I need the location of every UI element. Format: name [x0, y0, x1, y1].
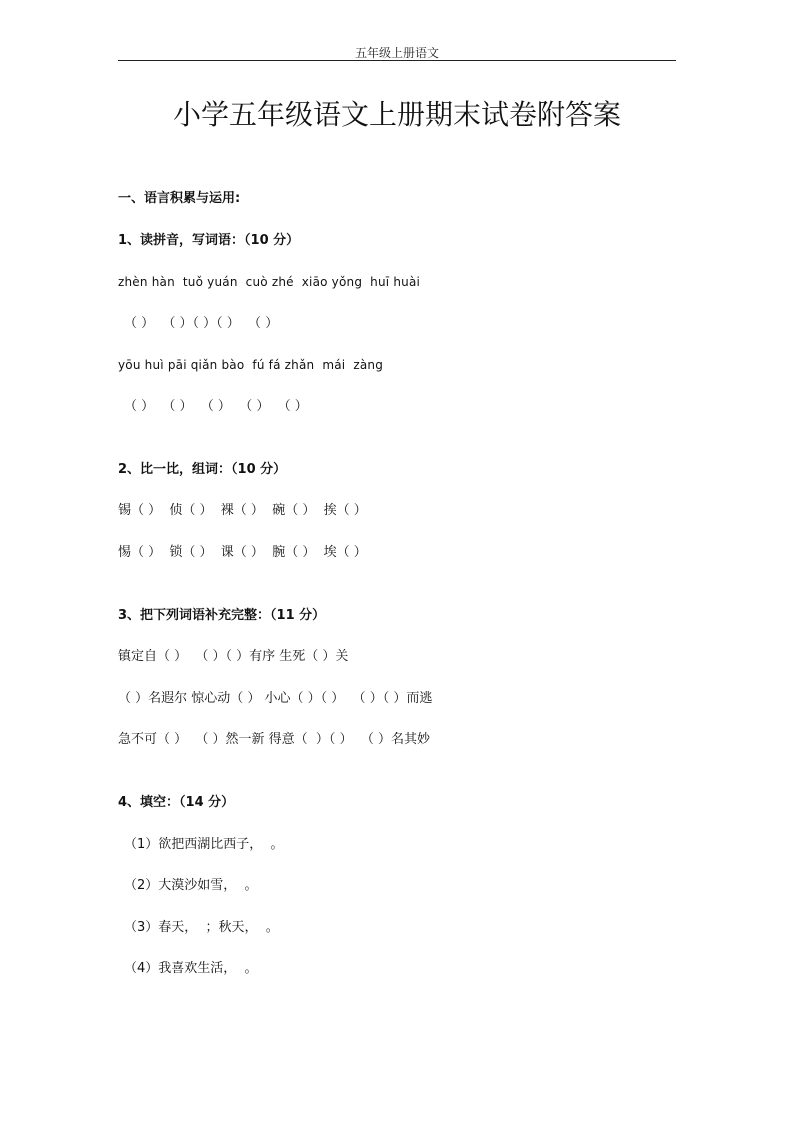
question-4-heading: 4、填空：（14 分）: [118, 795, 235, 810]
idiom-row-3: 急不可（ ） （ ）然一新 得意（ ）（ ） （ ）名其妙: [118, 732, 430, 747]
running-header: 五年级上册语文: [354, 46, 439, 60]
compare-words-row-1: 锡（ ） 侦（ ） 裸（ ） 碗（ ） 挨（ ）: [118, 503, 367, 518]
question-2-heading: 2、比一比，组词：（10 分）: [118, 462, 287, 477]
answer-blanks-line-2: （ ） （ ） （ ） （ ） （ ）: [124, 399, 308, 414]
header-rule: [118, 60, 676, 61]
page-title: 小学五年级语文上册期末试卷附答案: [172, 98, 621, 131]
pinyin-line-1: zhèn hàn tuǒ yuán cuò zhé xiāo yǒng huī huài: [118, 275, 421, 289]
question-1-heading: 1、读拼音，写词语：（10 分）: [118, 233, 300, 248]
fill-blank-item-4: （4）我喜欢生活， 。: [124, 961, 258, 976]
fill-blank-item-3: （3）春天， ；秋天， 。: [124, 920, 279, 935]
idiom-row-2: （ ）名遐尔 惊心动（ ） 小心（ ）（ ） （ ）（ ）而逃: [118, 691, 433, 706]
compare-words-row-2: 惕（ ） 锁（ ） 课（ ） 腕（ ） 埃（ ）: [118, 545, 367, 560]
fill-blank-item-1: （1）欲把西湖比西子， 。: [124, 837, 284, 852]
pinyin-line-2: yōu huì pāi qiǎn bào fú fá zhǎn mái zàng: [118, 358, 384, 372]
question-3-heading: 3、把下列词语补充完整：（11 分）: [118, 608, 326, 623]
section-heading: 一、语言积累与运用:: [118, 191, 241, 206]
fill-blank-item-2: （2）大漠沙如雪， 。: [124, 878, 258, 893]
idiom-row-1: 镇定自（ ） （ ）（ ）有序 生死（ ）关: [118, 649, 349, 664]
answer-blanks-line-1: （ ） （ ）（ ）（ ） （ ）: [124, 316, 279, 331]
